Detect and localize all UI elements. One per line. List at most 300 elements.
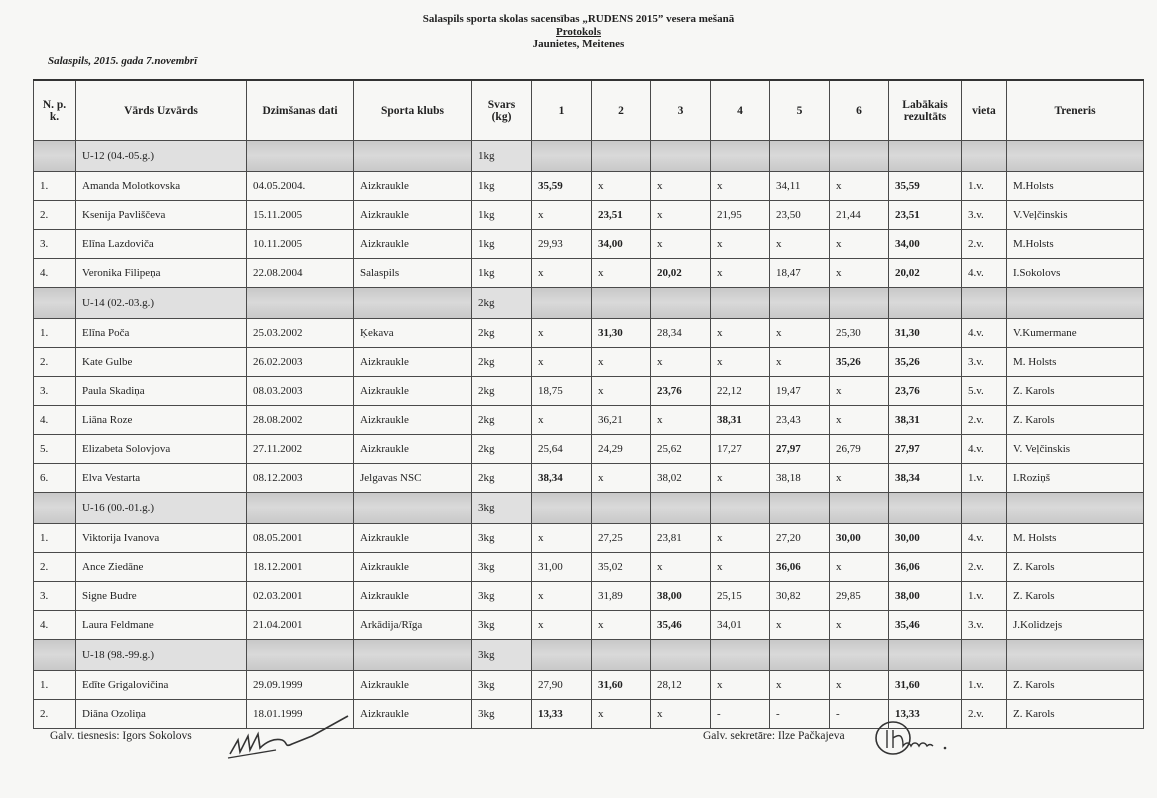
attempt-result: x: [592, 464, 651, 493]
row-number: 4.: [34, 406, 76, 435]
attempt-result: x: [592, 259, 651, 288]
best-result: 27,97: [889, 435, 962, 464]
group-cell: [592, 141, 651, 172]
attempt-result: 23,51: [592, 201, 651, 230]
birth-date: 04.05.2004.: [247, 172, 354, 201]
group-cell: [34, 288, 76, 319]
table-row: [34, 553, 1144, 582]
attempt-result: 31,60: [592, 671, 651, 700]
group-cell: [1007, 141, 1144, 172]
athlete-name: Viktorija Ivanova: [76, 524, 247, 553]
attempt-result: 38,00: [651, 582, 711, 611]
group-cell: [889, 288, 962, 319]
attempt-result: 31,30: [592, 319, 651, 348]
attempt-result: 29,85: [830, 582, 889, 611]
attempt-result: x: [532, 582, 592, 611]
coach: Z. Karols: [1007, 700, 1144, 729]
attempt-result: x: [711, 319, 770, 348]
attempt-result: x: [830, 464, 889, 493]
row-number: 1.: [34, 671, 76, 700]
placement: 4.v.: [962, 524, 1007, 553]
row-number: 4.: [34, 259, 76, 288]
placement: 1.v.: [962, 671, 1007, 700]
group-cell: [830, 288, 889, 319]
group-cell: [651, 141, 711, 172]
attempt-result: -: [830, 700, 889, 729]
group-cell: [354, 141, 472, 172]
column-header: N. p. k.: [34, 80, 76, 141]
attempt-result: 38,31: [711, 406, 770, 435]
attempt-result: x: [532, 524, 592, 553]
best-result: 31,60: [889, 671, 962, 700]
attempt-result: x: [651, 348, 711, 377]
attempt-result: x: [532, 319, 592, 348]
attempt-result: 21,95: [711, 201, 770, 230]
placement: 4.v.: [962, 259, 1007, 288]
document-title: Salaspils sporta skolas sacensības „RUDENS 2015” vesera mešanā: [422, 13, 735, 25]
attempt-result: 38,18: [770, 464, 830, 493]
column-header: 1: [532, 80, 592, 141]
group-cell: [1007, 288, 1144, 319]
placement: 5.v.: [962, 377, 1007, 406]
coach: I.Roziņš: [1007, 464, 1144, 493]
attempt-result: 30,82: [770, 582, 830, 611]
group-cell: [711, 493, 770, 524]
column-header: Treneris: [1007, 80, 1144, 141]
attempt-result: x: [830, 553, 889, 582]
group-cell: [770, 288, 830, 319]
attempt-result: x: [770, 671, 830, 700]
attempt-result: x: [711, 348, 770, 377]
secretary-signature-line: Galv. sekretāre: Ilze Pačkajeva: [703, 730, 845, 742]
group-label: U-12 (04.-05.g.): [76, 141, 247, 172]
birth-date: 02.03.2001: [247, 582, 354, 611]
attempt-result: x: [770, 348, 830, 377]
attempt-result: x: [651, 230, 711, 259]
placement: 3.v.: [962, 611, 1007, 640]
sport-club: Aizkraukle: [354, 524, 472, 553]
attempt-result: x: [711, 464, 770, 493]
attempt-result: 27,97: [770, 435, 830, 464]
group-cell: [830, 640, 889, 671]
row-number: 4.: [34, 611, 76, 640]
attempt-result: x: [830, 230, 889, 259]
weight: 2kg: [472, 348, 532, 377]
athlete-name: Diāna Ozoliņa: [76, 700, 247, 729]
attempt-result: 27,20: [770, 524, 830, 553]
group-cell: [247, 141, 354, 172]
birth-date: 08.05.2001: [247, 524, 354, 553]
group-row: [34, 288, 1144, 319]
attempt-result: x: [770, 319, 830, 348]
table-row: [34, 201, 1144, 230]
attempt-result: x: [532, 259, 592, 288]
sport-club: Aizkraukle: [354, 172, 472, 201]
attempt-result: 35,26: [830, 348, 889, 377]
attempt-result: 35,59: [532, 172, 592, 201]
sport-club: Ķekava: [354, 319, 472, 348]
group-cell: [1007, 640, 1144, 671]
row-number: 1.: [34, 172, 76, 201]
group-cell: [34, 640, 76, 671]
attempt-result: x: [830, 377, 889, 406]
coach: Z. Karols: [1007, 377, 1144, 406]
coach: I.Sokolovs: [1007, 259, 1144, 288]
attempt-result: x: [592, 700, 651, 729]
weight: 2kg: [472, 464, 532, 493]
attempt-result: 34,01: [711, 611, 770, 640]
group-cell: [354, 493, 472, 524]
group-cell: [34, 141, 76, 172]
sport-club: Aizkraukle: [354, 700, 472, 729]
attempt-result: 38,02: [651, 464, 711, 493]
table-row: [34, 348, 1144, 377]
attempt-result: 25,30: [830, 319, 889, 348]
group-cell: [830, 493, 889, 524]
row-number: 3.: [34, 582, 76, 611]
group-cell: [962, 493, 1007, 524]
attempt-result: x: [830, 172, 889, 201]
attempt-result: 34,11: [770, 172, 830, 201]
attempt-result: 28,34: [651, 319, 711, 348]
attempt-result: 23,50: [770, 201, 830, 230]
group-cell: [247, 288, 354, 319]
best-result: 38,31: [889, 406, 962, 435]
table-row: [34, 700, 1144, 729]
birth-date: 18.01.1999: [247, 700, 354, 729]
athlete-name: Liāna Roze: [76, 406, 247, 435]
group-weight: 2kg: [472, 288, 532, 319]
column-header: Sporta klubs: [354, 80, 472, 141]
group-cell: [770, 493, 830, 524]
attempt-result: 31,00: [532, 553, 592, 582]
sport-club: Jelgavas NSC: [354, 464, 472, 493]
group-cell: [962, 288, 1007, 319]
row-number: 1.: [34, 524, 76, 553]
coach: M.Holsts: [1007, 230, 1144, 259]
table-row: [34, 377, 1144, 406]
best-result: 13,33: [889, 700, 962, 729]
attempt-result: 13,33: [532, 700, 592, 729]
group-cell: [532, 141, 592, 172]
sport-club: Arkādija/Rīga: [354, 611, 472, 640]
placement: 1.v.: [962, 172, 1007, 201]
column-header: Dzimšanas dati: [247, 80, 354, 141]
birth-date: 15.11.2005: [247, 201, 354, 230]
group-cell: [962, 141, 1007, 172]
attempt-result: 27,25: [592, 524, 651, 553]
table-row: [34, 230, 1144, 259]
attempt-result: x: [592, 348, 651, 377]
group-row: [34, 493, 1144, 524]
athlete-name: Elva Vestarta: [76, 464, 247, 493]
athlete-name: Edīte Grigalovičina: [76, 671, 247, 700]
coach: M. Holsts: [1007, 524, 1144, 553]
row-number: 5.: [34, 435, 76, 464]
group-cell: [247, 640, 354, 671]
attempt-result: 35,02: [592, 553, 651, 582]
group-cell: [962, 640, 1007, 671]
sport-club: Aizkraukle: [354, 201, 472, 230]
best-result: 35,59: [889, 172, 962, 201]
placement: 2.v.: [962, 230, 1007, 259]
sport-club: Aizkraukle: [354, 406, 472, 435]
best-result: 23,76: [889, 377, 962, 406]
weight: 1kg: [472, 230, 532, 259]
group-weight: 3kg: [472, 493, 532, 524]
group-cell: [592, 493, 651, 524]
sport-club: Aizkraukle: [354, 348, 472, 377]
weight: 2kg: [472, 377, 532, 406]
group-cell: [711, 640, 770, 671]
attempt-result: 17,27: [711, 435, 770, 464]
best-result: 38,00: [889, 582, 962, 611]
group-cell: [354, 640, 472, 671]
placement: 4.v.: [962, 319, 1007, 348]
attempt-result: x: [711, 230, 770, 259]
group-label: U-16 (00.-01.g.): [76, 493, 247, 524]
group-cell: [651, 493, 711, 524]
placement: 3.v.: [962, 201, 1007, 230]
attempt-result: 23,76: [651, 377, 711, 406]
table-row: [34, 259, 1144, 288]
best-result: 23,51: [889, 201, 962, 230]
group-cell: [830, 141, 889, 172]
coach: Z. Karols: [1007, 671, 1144, 700]
column-header: Vārds Uzvārds: [76, 80, 247, 141]
results-table: [33, 79, 1144, 729]
row-number: 3.: [34, 230, 76, 259]
column-header: Labākais rezultāts: [889, 80, 962, 141]
attempt-result: 28,12: [651, 671, 711, 700]
row-number: 2.: [34, 700, 76, 729]
attempt-result: 35,46: [651, 611, 711, 640]
coach: V. Veļčinskis: [1007, 435, 1144, 464]
column-header: 2: [592, 80, 651, 141]
document-header: [0, 13, 1157, 51]
table-row: [34, 464, 1144, 493]
attempt-result: x: [592, 377, 651, 406]
row-number: 3.: [34, 377, 76, 406]
attempt-result: x: [532, 201, 592, 230]
best-result: 20,02: [889, 259, 962, 288]
attempt-result: 19,47: [770, 377, 830, 406]
column-header: 6: [830, 80, 889, 141]
best-result: 31,30: [889, 319, 962, 348]
row-number: 2.: [34, 201, 76, 230]
coach: V.Veļčinskis: [1007, 201, 1144, 230]
group-cell: [770, 141, 830, 172]
attempt-result: x: [711, 259, 770, 288]
group-cell: [711, 288, 770, 319]
weight: 1kg: [472, 259, 532, 288]
birth-date: 08.03.2003: [247, 377, 354, 406]
group-row: [34, 141, 1144, 172]
birth-date: 10.11.2005: [247, 230, 354, 259]
best-result: 34,00: [889, 230, 962, 259]
athlete-name: Signe Budre: [76, 582, 247, 611]
attempt-result: x: [532, 406, 592, 435]
attempt-result: 25,64: [532, 435, 592, 464]
attempt-result: x: [830, 611, 889, 640]
coach: J.Kolidzejs: [1007, 611, 1144, 640]
row-number: 2.: [34, 348, 76, 377]
group-weight: 1kg: [472, 141, 532, 172]
coach: M.Holsts: [1007, 172, 1144, 201]
attempt-result: -: [711, 700, 770, 729]
birth-date: 21.04.2001: [247, 611, 354, 640]
attempt-result: 25,62: [651, 435, 711, 464]
attempt-result: x: [711, 524, 770, 553]
weight: 3kg: [472, 524, 532, 553]
athlete-name: Elīna Poča: [76, 319, 247, 348]
placement: 1.v.: [962, 464, 1007, 493]
document-category: Jaunietes, Meitenes: [532, 38, 625, 50]
attempt-result: 18,75: [532, 377, 592, 406]
weight: 2kg: [472, 406, 532, 435]
attempt-result: 38,34: [532, 464, 592, 493]
weight: 3kg: [472, 582, 532, 611]
weight: 1kg: [472, 172, 532, 201]
column-header: 5: [770, 80, 830, 141]
athlete-name: Veronika Filipeņa: [76, 259, 247, 288]
sport-club: Aizkraukle: [354, 671, 472, 700]
judge-signature-line: Galv. tiesnesis: Igors Sokolovs: [50, 730, 192, 742]
best-result: 30,00: [889, 524, 962, 553]
athlete-name: Elizabeta Solovjova: [76, 435, 247, 464]
birth-date: 25.03.2002: [247, 319, 354, 348]
attempt-result: 22,12: [711, 377, 770, 406]
placement: 3.v.: [962, 348, 1007, 377]
athlete-name: Paula Skadiņa: [76, 377, 247, 406]
group-row: [34, 640, 1144, 671]
athlete-name: Ance Ziedāne: [76, 553, 247, 582]
sport-club: Salaspils: [354, 259, 472, 288]
group-cell: [592, 640, 651, 671]
weight: 1kg: [472, 201, 532, 230]
judge-signature: [226, 712, 356, 762]
weight: 2kg: [472, 319, 532, 348]
group-cell: [354, 288, 472, 319]
group-cell: [711, 141, 770, 172]
group-cell: [532, 288, 592, 319]
attempt-result: 20,02: [651, 259, 711, 288]
athlete-name: Amanda Molotkovska: [76, 172, 247, 201]
column-header: 3: [651, 80, 711, 141]
birth-date: 27.11.2002: [247, 435, 354, 464]
group-cell: [247, 493, 354, 524]
coach: V.Kumermane: [1007, 319, 1144, 348]
table-row: [34, 524, 1144, 553]
secretary-signature: [873, 720, 963, 760]
attempt-result: x: [651, 406, 711, 435]
group-cell: [889, 141, 962, 172]
placement: 2.v.: [962, 553, 1007, 582]
attempt-result: 26,79: [830, 435, 889, 464]
best-result: 35,26: [889, 348, 962, 377]
attempt-result: 31,89: [592, 582, 651, 611]
coach: Z. Karols: [1007, 406, 1144, 435]
column-header: 4: [711, 80, 770, 141]
birth-date: 29.09.1999: [247, 671, 354, 700]
table-row: [34, 172, 1144, 201]
weight: 2kg: [472, 435, 532, 464]
place-date: Salaspils, 2015. gada 7.novembrī: [48, 55, 198, 67]
birth-date: 08.12.2003: [247, 464, 354, 493]
attempt-result: 36,06: [770, 553, 830, 582]
attempt-result: x: [651, 172, 711, 201]
table-row: [34, 435, 1144, 464]
table-row: [34, 406, 1144, 435]
birth-date: 26.02.2003: [247, 348, 354, 377]
column-header: vieta: [962, 80, 1007, 141]
attempt-result: x: [592, 611, 651, 640]
table-row: [34, 582, 1144, 611]
attempt-result: 29,93: [532, 230, 592, 259]
attempt-result: 36,21: [592, 406, 651, 435]
group-cell: [651, 288, 711, 319]
attempt-result: x: [830, 259, 889, 288]
coach: Z. Karols: [1007, 582, 1144, 611]
attempt-result: 25,15: [711, 582, 770, 611]
athlete-name: Ksenija Pavliščeva: [76, 201, 247, 230]
row-number: 6.: [34, 464, 76, 493]
group-cell: [651, 640, 711, 671]
athlete-name: Elīna Lazdoviča: [76, 230, 247, 259]
attempt-result: x: [711, 671, 770, 700]
group-cell: [34, 493, 76, 524]
coach: Z. Karols: [1007, 553, 1144, 582]
attempt-result: x: [651, 553, 711, 582]
attempt-result: x: [592, 172, 651, 201]
attempt-result: x: [532, 348, 592, 377]
athlete-name: Kate Gulbe: [76, 348, 247, 377]
attempt-result: 24,29: [592, 435, 651, 464]
attempt-result: 23,81: [651, 524, 711, 553]
group-label: U-14 (02.-03.g.): [76, 288, 247, 319]
sport-club: Aizkraukle: [354, 230, 472, 259]
best-result: 35,46: [889, 611, 962, 640]
group-weight: 3kg: [472, 640, 532, 671]
birth-date: 22.08.2004: [247, 259, 354, 288]
group-cell: [889, 493, 962, 524]
sport-club: Aizkraukle: [354, 553, 472, 582]
group-cell: [532, 640, 592, 671]
attempt-result: 18,47: [770, 259, 830, 288]
group-cell: [532, 493, 592, 524]
attempt-result: x: [651, 201, 711, 230]
birth-date: 18.12.2001: [247, 553, 354, 582]
attempt-result: 21,44: [830, 201, 889, 230]
attempt-result: -: [770, 700, 830, 729]
column-header: Svars (kg): [472, 80, 532, 141]
sport-club: Aizkraukle: [354, 582, 472, 611]
athlete-name: Laura Feldmane: [76, 611, 247, 640]
attempt-result: x: [770, 230, 830, 259]
placement: 1.v.: [962, 582, 1007, 611]
attempt-result: x: [830, 406, 889, 435]
sport-club: Aizkraukle: [354, 435, 472, 464]
group-cell: [770, 640, 830, 671]
attempt-result: 27,90: [532, 671, 592, 700]
table-row: [34, 319, 1144, 348]
group-cell: [889, 640, 962, 671]
placement: 2.v.: [962, 406, 1007, 435]
attempt-result: x: [532, 611, 592, 640]
attempt-result: x: [651, 700, 711, 729]
coach: M. Holsts: [1007, 348, 1144, 377]
attempt-result: x: [711, 553, 770, 582]
